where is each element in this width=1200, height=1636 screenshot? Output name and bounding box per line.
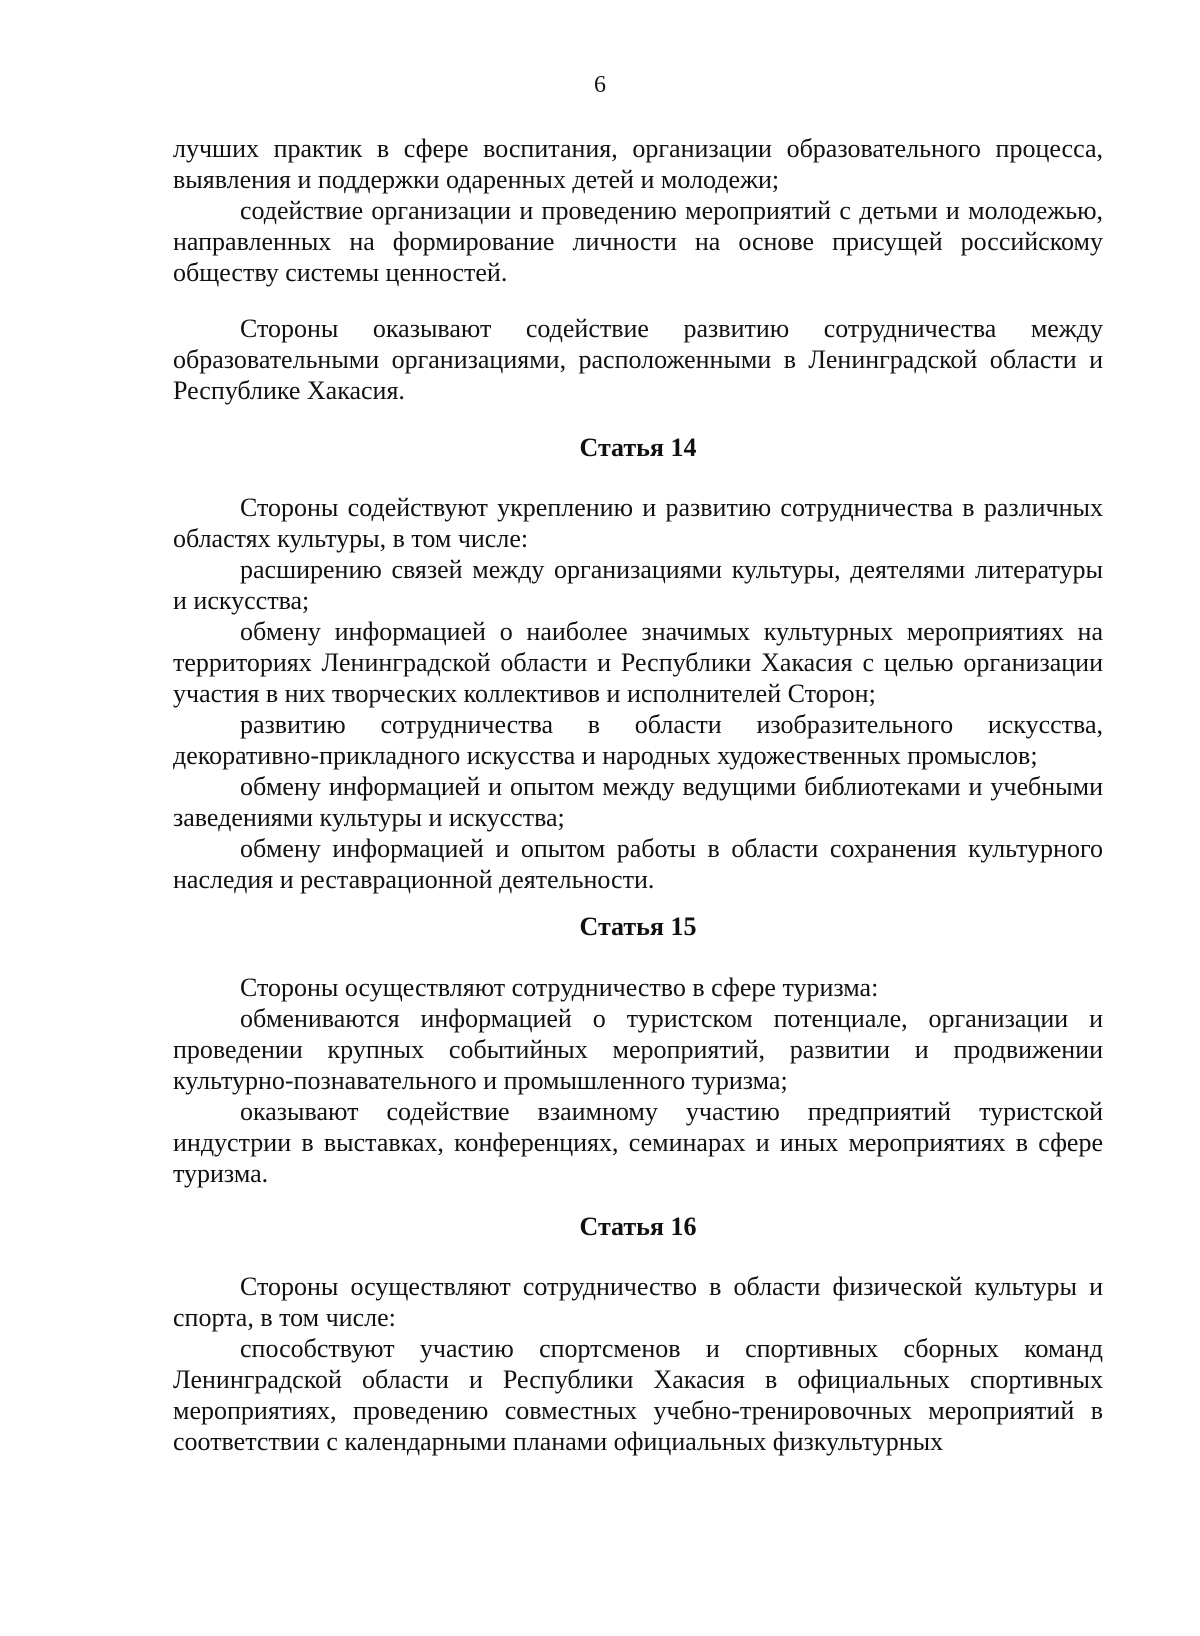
paragraph: обмену информацией и опытом между ведущими библиотеками и учебными заведениями культуры и искусства; <box>173 772 1103 832</box>
paragraph: развитию сотрудничества в области изобразительного искусства, декоративно-прикладного искусства и народных художественных промыслов; <box>173 710 1103 770</box>
article-14-body <box>173 492 1103 895</box>
paragraph: содействие организации и проведению мероприятий с детьми и молодежью, направленных на формирование личности на основе присущей российскому обществу системы ценностей. <box>173 196 1103 287</box>
paragraph: Стороны осуществляют сотрудничество в сфере туризма: <box>240 973 879 1002</box>
page-number: 6 <box>594 72 606 98</box>
article-heading: Статья 16 <box>579 1212 697 1241</box>
article-16-body <box>173 1271 1103 1457</box>
article-15-body <box>173 972 1103 1189</box>
article-heading: Статья 14 <box>579 433 697 462</box>
paragraph: обмену информацией о наиболее значимых культурных мероприятиях на территориях Ленинградской области и Республики Хакасия с целью организации участия в них творческих коллективов и исполнителей Сторон; <box>173 617 1103 708</box>
intro-closing-section <box>173 313 1103 406</box>
paragraph: расширению связей между организациями культуры, деятелями литературы и искусства; <box>173 555 1103 615</box>
paragraph: обмену информацией и опытом работы в области сохранения культурного наследия и реставрационной деятельности. <box>173 834 1103 894</box>
paragraph: Стороны осуществляют сотрудничество в области физической культуры и спорта, в том числе: <box>173 1272 1103 1332</box>
article-heading: Статья 15 <box>579 912 697 941</box>
paragraph: Стороны оказывают содействие развитию сотрудничества между образовательными организациями, расположенными в Ленинградской области и Республике Хакасия. <box>173 314 1103 405</box>
paragraph: оказывают содействие взаимному участию предприятий туристской индустрии в выставках, конференциях, семинарах и иных мероприятиях в сфере туризма. <box>173 1097 1103 1188</box>
paragraph: обмениваются информацией о туристском потенциале, организации и проведении крупных событийных мероприятий, развитии и продвижении культурно-познавательного и промышленного туризма; <box>173 1004 1103 1095</box>
paragraph: лучших практик в сфере воспитания, организации образовательного процесса, выявления и поддержки одаренных детей и молодежи; <box>173 134 1103 194</box>
paragraph: способствуют участию спортсменов и спортивных сборных команд Ленинградской области и Республики Хакасия в официальных спортивных мероприятиях, проведению совместных учебно-тренировочных мероприятий в соответствии с календарными планами официальных физкультурных <box>173 1334 1103 1456</box>
paragraph: Стороны содействуют укреплению и развитию сотрудничества в различных областях культуры, в том числе: <box>173 493 1103 553</box>
intro-section <box>173 133 1103 288</box>
